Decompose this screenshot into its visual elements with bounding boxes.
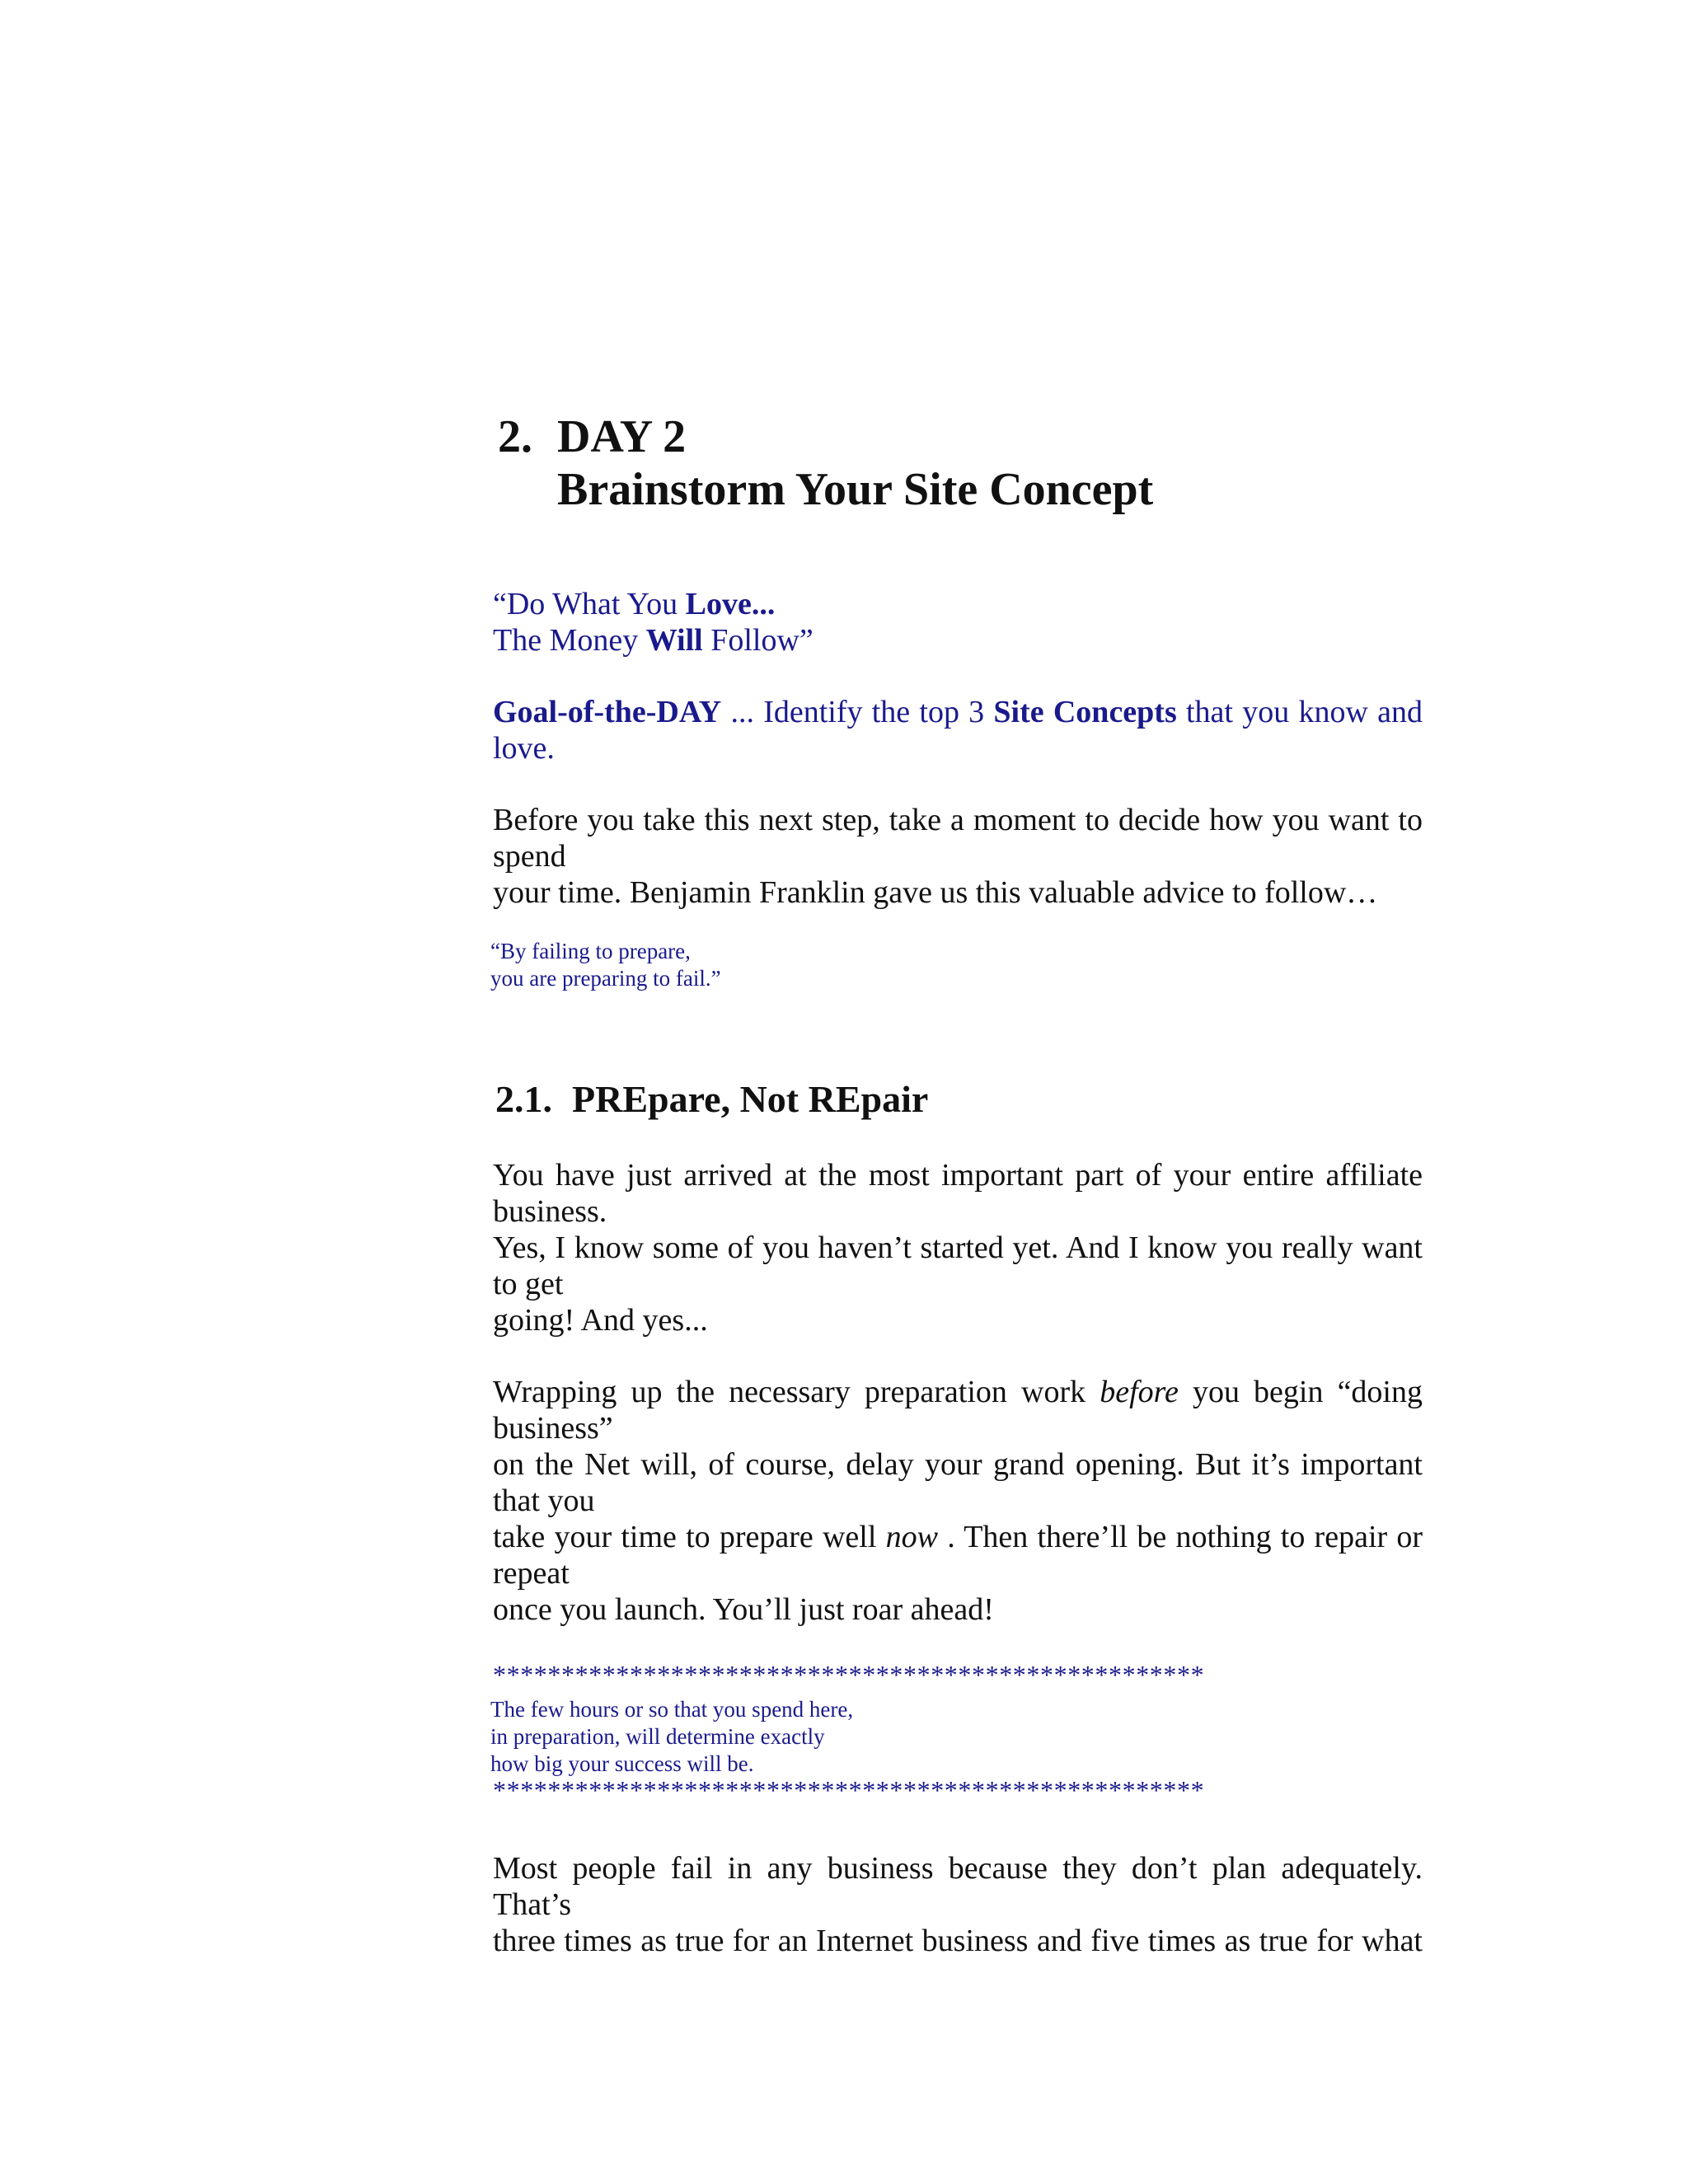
para2-line1-italic: before [1100,1375,1179,1409]
goal-line1 [493,694,1423,730]
franklin-quote-line2: you are preparing to fail.” [490,966,721,991]
goal-text-end: that you know and [1176,695,1423,729]
motto-line2-text: The Money [493,623,646,658]
intro-line3: your time. Benjamin Franklin gave us this valuable advice to follow… [493,875,1378,910]
intro-line1: Before you take this next step, take a moment to decide how you want to [493,803,1423,837]
para2-line3: on the Net will, of course, delay your grand opening. But it’s important [493,1447,1423,1482]
para2-line2: business” [493,1411,613,1446]
para2-line5-text: take your time to prepare well [493,1520,886,1554]
goal-line2: love. [493,731,555,766]
section-title: PREpare, Not REpair [572,1078,929,1120]
para2-line5-end: . Then there’ll be nothing to repair or [947,1520,1423,1554]
callout-stars-bottom: **************************************************** [493,1775,1205,1805]
para3-line2: That’s [493,1887,571,1922]
para2-line7: once you launch. You’ll just roar ahead! [493,1592,994,1627]
para2-line1-end: you begin “doing [1192,1375,1423,1409]
motto-line2 [493,622,814,658]
franklin-quote-line1: “By failing to prepare, [490,939,691,963]
para2-line5-italic: now [885,1520,938,1554]
motto-line2-end: Follow” [702,623,814,658]
callout-stars-top: **************************************************** [493,1660,1205,1690]
motto-line1-bold: Love... [685,587,776,621]
para1-line2: business. [493,1194,607,1229]
callout-line3: how big your success will be. [490,1751,754,1776]
chapter-number: 2. [498,411,532,462]
motto-line2-bold: Will [645,623,703,658]
para2-line6: repeat [493,1556,570,1591]
goal-bold-term: Site Concepts [993,695,1177,729]
para1-line3: Yes, I know some of you haven’t started yet. And I know you really want [493,1230,1423,1265]
intro-line2: spend [493,839,566,874]
goal-label: Goal-of-the-DAY [493,695,722,729]
callout-line1: The few hours or so that you spend here, [490,1697,854,1722]
para2-line1 [493,1374,1423,1410]
callout-line2: in preparation, will determine exactly [490,1724,825,1749]
para1-line5: going! And yes... [493,1303,708,1338]
para1-line1: You have just arrived at the most important part of your entire affiliate [493,1158,1423,1193]
para3-line1: Most people fail in any business because they don’t plan adequately. [493,1851,1423,1886]
motto-line1 [493,586,775,622]
para2-line5 [493,1519,1423,1555]
para3-line3: three times as true for an Internet business and five times as true for what [493,1924,1423,1958]
section-number: 2.1. [495,1078,552,1120]
goal-text: ... Identify the top 3 [721,695,994,729]
motto-line1-text: “Do What You [493,587,686,621]
para2-line4: that you [493,1483,595,1518]
chapter-title-line1: DAY 2 [557,411,687,462]
para2-line1-text: Wrapping up the necessary preparation work [493,1375,1100,1409]
para1-line4: to get [493,1267,564,1301]
chapter-title-line2: Brainstorm Your Site Concept [557,464,1154,515]
